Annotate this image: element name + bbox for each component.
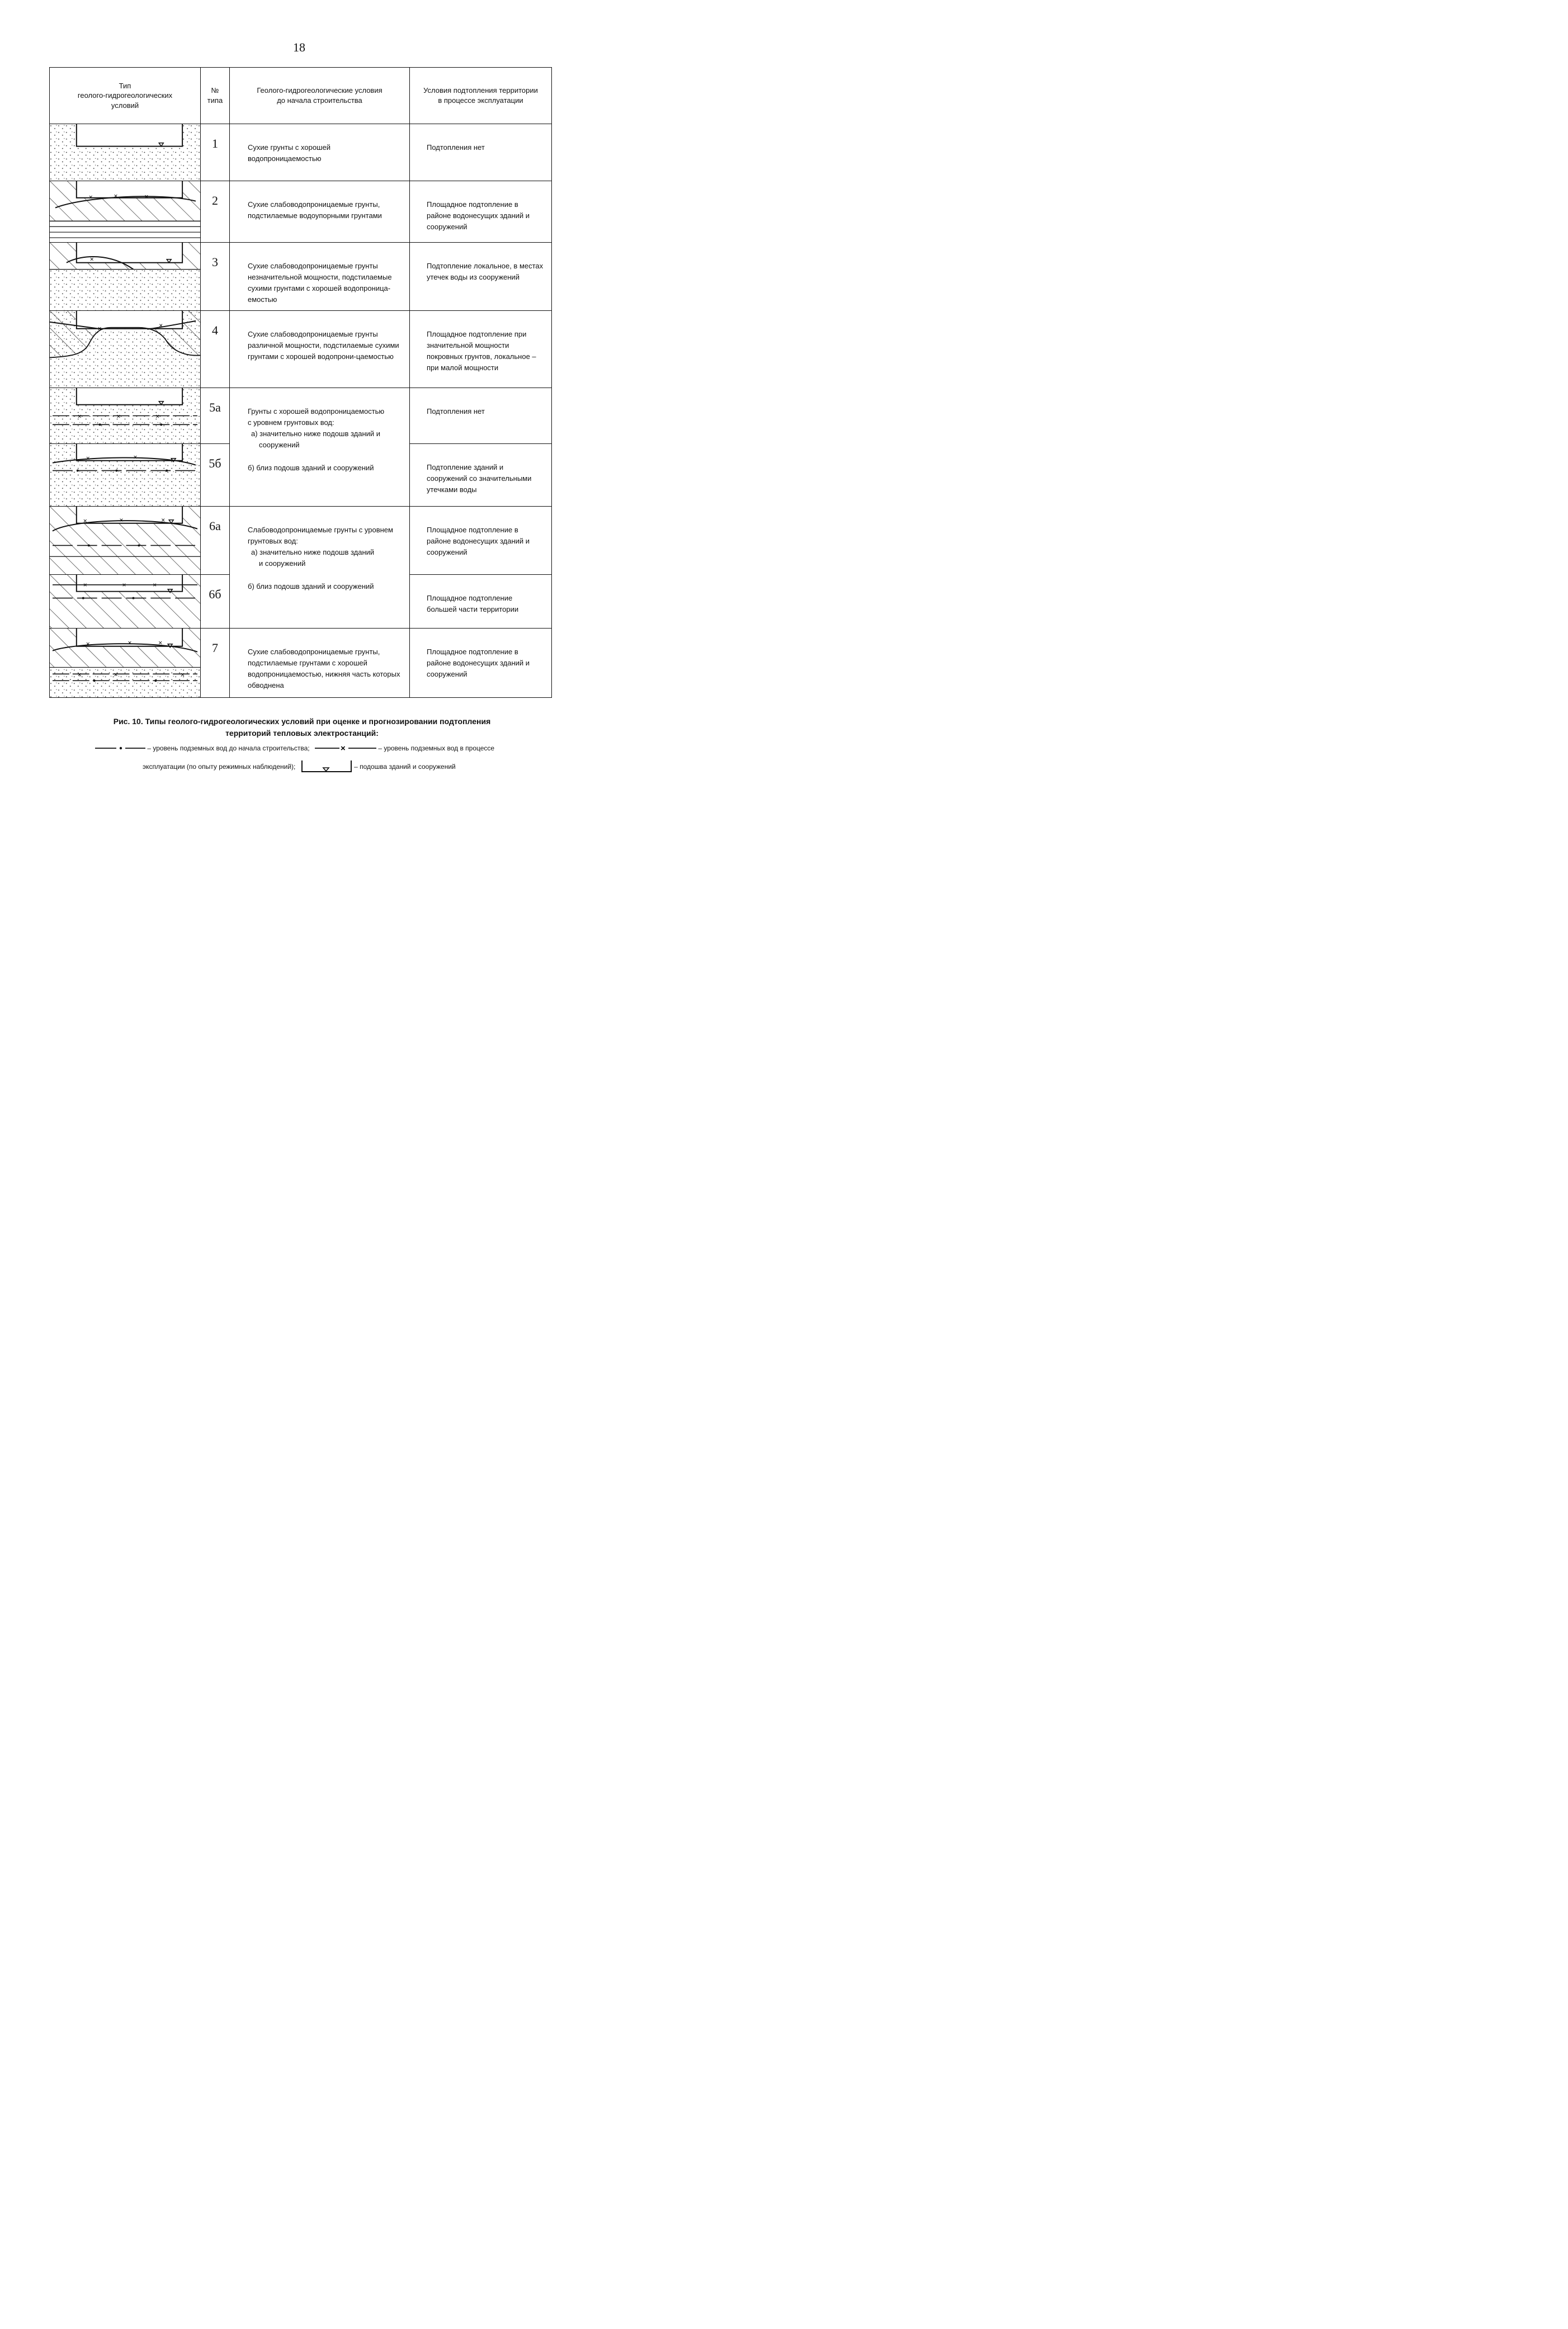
condition-before-6-line4: и сооружений bbox=[259, 559, 306, 568]
header-number: № типа bbox=[201, 68, 230, 124]
svg-text:×: × bbox=[153, 580, 157, 589]
condition-before-5-line1: Грунты с хорошей водопроницаемостью bbox=[248, 407, 385, 415]
svg-text:×: × bbox=[161, 516, 166, 524]
condition-before-5 bbox=[230, 388, 410, 507]
legend-foundation-text: – подошва зданий и сооружений bbox=[354, 762, 456, 771]
svg-text:×: × bbox=[133, 453, 138, 461]
type-number: 6а bbox=[201, 507, 230, 575]
svg-text:×: × bbox=[89, 255, 94, 263]
condition-before-5-line3: а) значительно ниже подошв зданий и bbox=[251, 429, 381, 438]
cross-section-1 bbox=[50, 124, 201, 181]
svg-text:×: × bbox=[127, 639, 132, 647]
cross-section-4 bbox=[50, 311, 201, 388]
type-number: 3 bbox=[201, 243, 230, 311]
condition-before-6 bbox=[230, 507, 410, 629]
legend-row-2 bbox=[143, 760, 568, 773]
cross-section-6b bbox=[50, 575, 201, 629]
header-during: Условия подтопления территории в процессе эксплуатации bbox=[410, 68, 552, 124]
svg-text:×: × bbox=[86, 640, 90, 648]
condition-before-6b: б) близ подошв зданий и сооружений bbox=[248, 582, 374, 590]
cross-section-6a bbox=[50, 507, 201, 575]
cross-section-2 bbox=[50, 181, 201, 243]
condition-before: Сухие грунты с хорошей водопроницаемостью bbox=[230, 124, 410, 181]
caption-line-1: Рис. 10. Типы геолого-гидрогеологических условий при оценке и прогнозировании подтопления bbox=[113, 717, 491, 726]
foundation-symbol bbox=[301, 760, 352, 773]
legend-before-text: – уровень подземных вод до начала строительства; bbox=[147, 744, 310, 752]
svg-text:×: × bbox=[144, 192, 149, 201]
condition-during: Площадное подтопление в районе водонесущих зданий и сооружений bbox=[410, 507, 552, 575]
type-number: 5б bbox=[201, 444, 230, 507]
svg-text:×: × bbox=[86, 454, 90, 462]
svg-text:×: × bbox=[119, 516, 124, 524]
cross-section-5a bbox=[50, 388, 201, 444]
condition-during: Площадное подтопление большей части территории bbox=[410, 575, 552, 629]
condition-before-6-line1: Слабоводопроницаемые грунты с уровнем bbox=[248, 526, 393, 534]
header-before: Геолого-гидрогеологические условия до начала строительства bbox=[230, 68, 410, 124]
condition-before-5b: б) близ подошв зданий и сооружений bbox=[248, 463, 374, 472]
svg-text:×: × bbox=[83, 580, 87, 589]
table-row bbox=[50, 311, 552, 388]
condition-during: Площадное подтопление в районе водонесущих зданий и сооружений bbox=[410, 181, 552, 243]
svg-text:×: × bbox=[158, 639, 163, 647]
legend-row-1 bbox=[95, 744, 520, 753]
svg-text:×: × bbox=[155, 412, 160, 421]
svg-text:×: × bbox=[340, 744, 346, 753]
condition-during: Площадное подтопление при значительной мощности покровных грунтов, локальное – при малой мощности bbox=[410, 311, 552, 388]
table-row bbox=[50, 388, 552, 444]
cross-section-3 bbox=[50, 243, 201, 311]
svg-text:×: × bbox=[97, 324, 102, 333]
svg-text:×: × bbox=[83, 517, 87, 525]
type-number: 7 bbox=[201, 629, 230, 698]
legend-during-text: – уровень подземных вод в процессе bbox=[378, 744, 495, 752]
cross-section-7 bbox=[50, 629, 201, 698]
svg-text:×: × bbox=[122, 580, 126, 589]
groundwater-before-symbol bbox=[95, 744, 145, 752]
condition-during: Подтопления нет bbox=[410, 124, 552, 181]
condition-before-6-line3: а) значительно ниже подошв зданий bbox=[251, 548, 375, 557]
svg-text:×: × bbox=[77, 670, 82, 679]
svg-text:×: × bbox=[77, 412, 82, 421]
groundwater-during-symbol bbox=[315, 744, 376, 753]
condition-before-5-line4: сооружений bbox=[259, 441, 300, 450]
condition-before: Сухие слабоводопроницаемые грунты, подстилаемые водоупорными грунтами bbox=[230, 181, 410, 243]
table-row bbox=[50, 181, 552, 243]
condition-during: Подтопления нет bbox=[410, 388, 552, 444]
type-number: 4 bbox=[201, 311, 230, 388]
soil-types-table bbox=[49, 67, 552, 698]
table-row bbox=[50, 629, 552, 698]
cross-section-5b bbox=[50, 444, 201, 507]
header-type: Тип геолого-гидрогеологических условий bbox=[50, 68, 201, 124]
condition-before: Сухие слабоводопроницаемые грунты незначительной мощности, подстилаемые сухими грунтами с хорошей водопроница-емостью bbox=[230, 243, 410, 311]
svg-text:×: × bbox=[116, 412, 121, 421]
svg-text:×: × bbox=[159, 321, 163, 329]
table-header-row bbox=[50, 68, 552, 124]
condition-before-5-line2: с уровнем грунтовых вод: bbox=[248, 418, 334, 427]
type-number: 1 bbox=[201, 124, 230, 181]
svg-text:×: × bbox=[181, 670, 185, 679]
page-number: 18 bbox=[293, 40, 305, 54]
figure-caption bbox=[78, 716, 526, 739]
type-number: 2 bbox=[201, 181, 230, 243]
svg-text:×: × bbox=[114, 192, 118, 200]
table-row bbox=[50, 124, 552, 181]
condition-during: Подтопление локальное, в местах утечек воды из сооружений bbox=[410, 243, 552, 311]
type-number: 5а bbox=[201, 388, 230, 444]
legend-during-text-cont: эксплуатации (по опыту режимных наблюдений); bbox=[143, 762, 296, 771]
table-row bbox=[50, 507, 552, 575]
svg-text:×: × bbox=[114, 670, 118, 679]
svg-text:×: × bbox=[88, 193, 93, 201]
condition-during: Подтопление зданий и сооружений со значительными утечками воды bbox=[410, 444, 552, 507]
type-number: 6б bbox=[201, 575, 230, 629]
caption-line-2: территорий тепловых электростанций: bbox=[225, 729, 379, 738]
condition-before: Сухие слабоводопроницаемые грунты, подстилаемые грунтами с хорошей водопроницаемостью, нижняя часть которых обводнена bbox=[230, 629, 410, 698]
condition-before-6-line2: грунтовых вод: bbox=[248, 537, 298, 546]
condition-before: Сухие слабоводопроницаемые грунты различной мощности, подстилаемые сухими грунтами с хорошей водопрони-цаемостью bbox=[230, 311, 410, 388]
table-row bbox=[50, 243, 552, 311]
condition-during: Площадное подтопление в районе водонесущих зданий и сооружений bbox=[410, 629, 552, 698]
